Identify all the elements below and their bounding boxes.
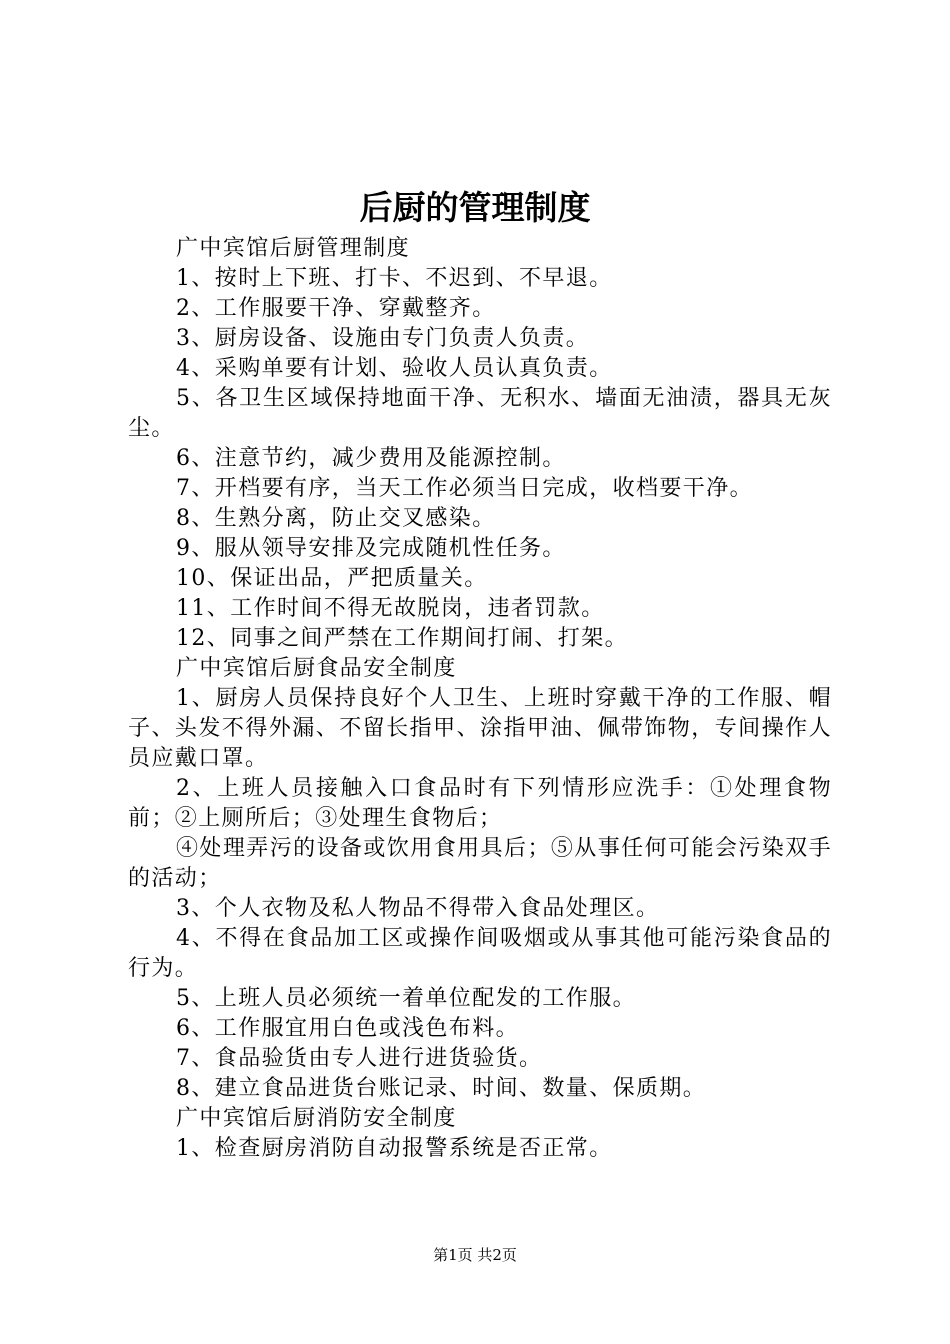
paragraph: 7、开档要有序，当天工作必须当日完成，收档要干净。 [176,476,753,501]
paragraph: 6、工作服宜用白色或浅色布料。 [176,1016,519,1041]
document-title: 后厨的管理制度 [359,188,591,227]
paragraph: 8、生熟分离，防止交叉感染。 [176,506,496,531]
paragraph: 4、不得在食品加工区或操作间吸烟或从事其他可能污染食品的行为。 [128,926,832,981]
paragraph: 6、注意节约，减少费用及能源控制。 [176,446,566,471]
paragraph: 2、上班人员接触入口食品时有下列情形应洗手：①处理食物前；②上厕所后；③处理生食物后； [128,776,832,831]
paragraph: 广中宾馆后厨食品安全制度 [176,656,457,681]
page-footer: 第1页 共2页 [433,1246,517,1264]
document-body [128,234,832,1164]
paragraph: 1、按时上下班、打卡、不迟到、不早退。 [176,266,613,291]
paragraph: 7、食品验货由专人进行进货验货。 [176,1046,543,1071]
paragraph: 1、厨房人员保持良好个人卫生、上班时穿戴干净的工作服、帽子、头发不得外漏、不留长指甲、涂指甲油、佩带饰物，专间操作人员应戴口罩。 [128,686,832,771]
paragraph: 10、保证出品，严把质量关。 [176,566,488,591]
paragraph: 8、建立食品进货台账记录、时间、数量、保质期。 [176,1076,707,1101]
paragraph: 5、各卫生区域保持地面干净、无积水、墙面无油渍，器具无灰尘。 [128,386,832,441]
paragraph: 3、个人衣物及私人物品不得带入食品处理区。 [176,896,660,921]
paragraph: 11、工作时间不得无故脱岗，违者罚款。 [176,596,605,621]
paragraph: 5、上班人员必须统一着单位配发的工作服。 [176,986,636,1011]
paragraph: 广中宾馆后厨管理制度 [176,236,411,261]
paragraph: 12、同事之间严禁在工作期间打闹、打架。 [176,626,628,651]
paragraph: 4、采购单要有计划、验收人员认真负责。 [176,356,613,381]
paragraph: 2、工作服要干净、穿戴整齐。 [176,296,496,321]
paragraph: ④处理弄污的设备或饮用食用具后；⑤从事任何可能会污染双手的活动； [128,836,832,891]
paragraph: 3、厨房设备、设施由专门负责人负责。 [176,326,590,351]
paragraph: 广中宾馆后厨消防安全制度 [176,1106,457,1131]
paragraph: 9、服从领导安排及完成随机性任务。 [176,536,566,561]
paragraph: 1、检查厨房消防自动报警系统是否正常。 [176,1136,613,1161]
